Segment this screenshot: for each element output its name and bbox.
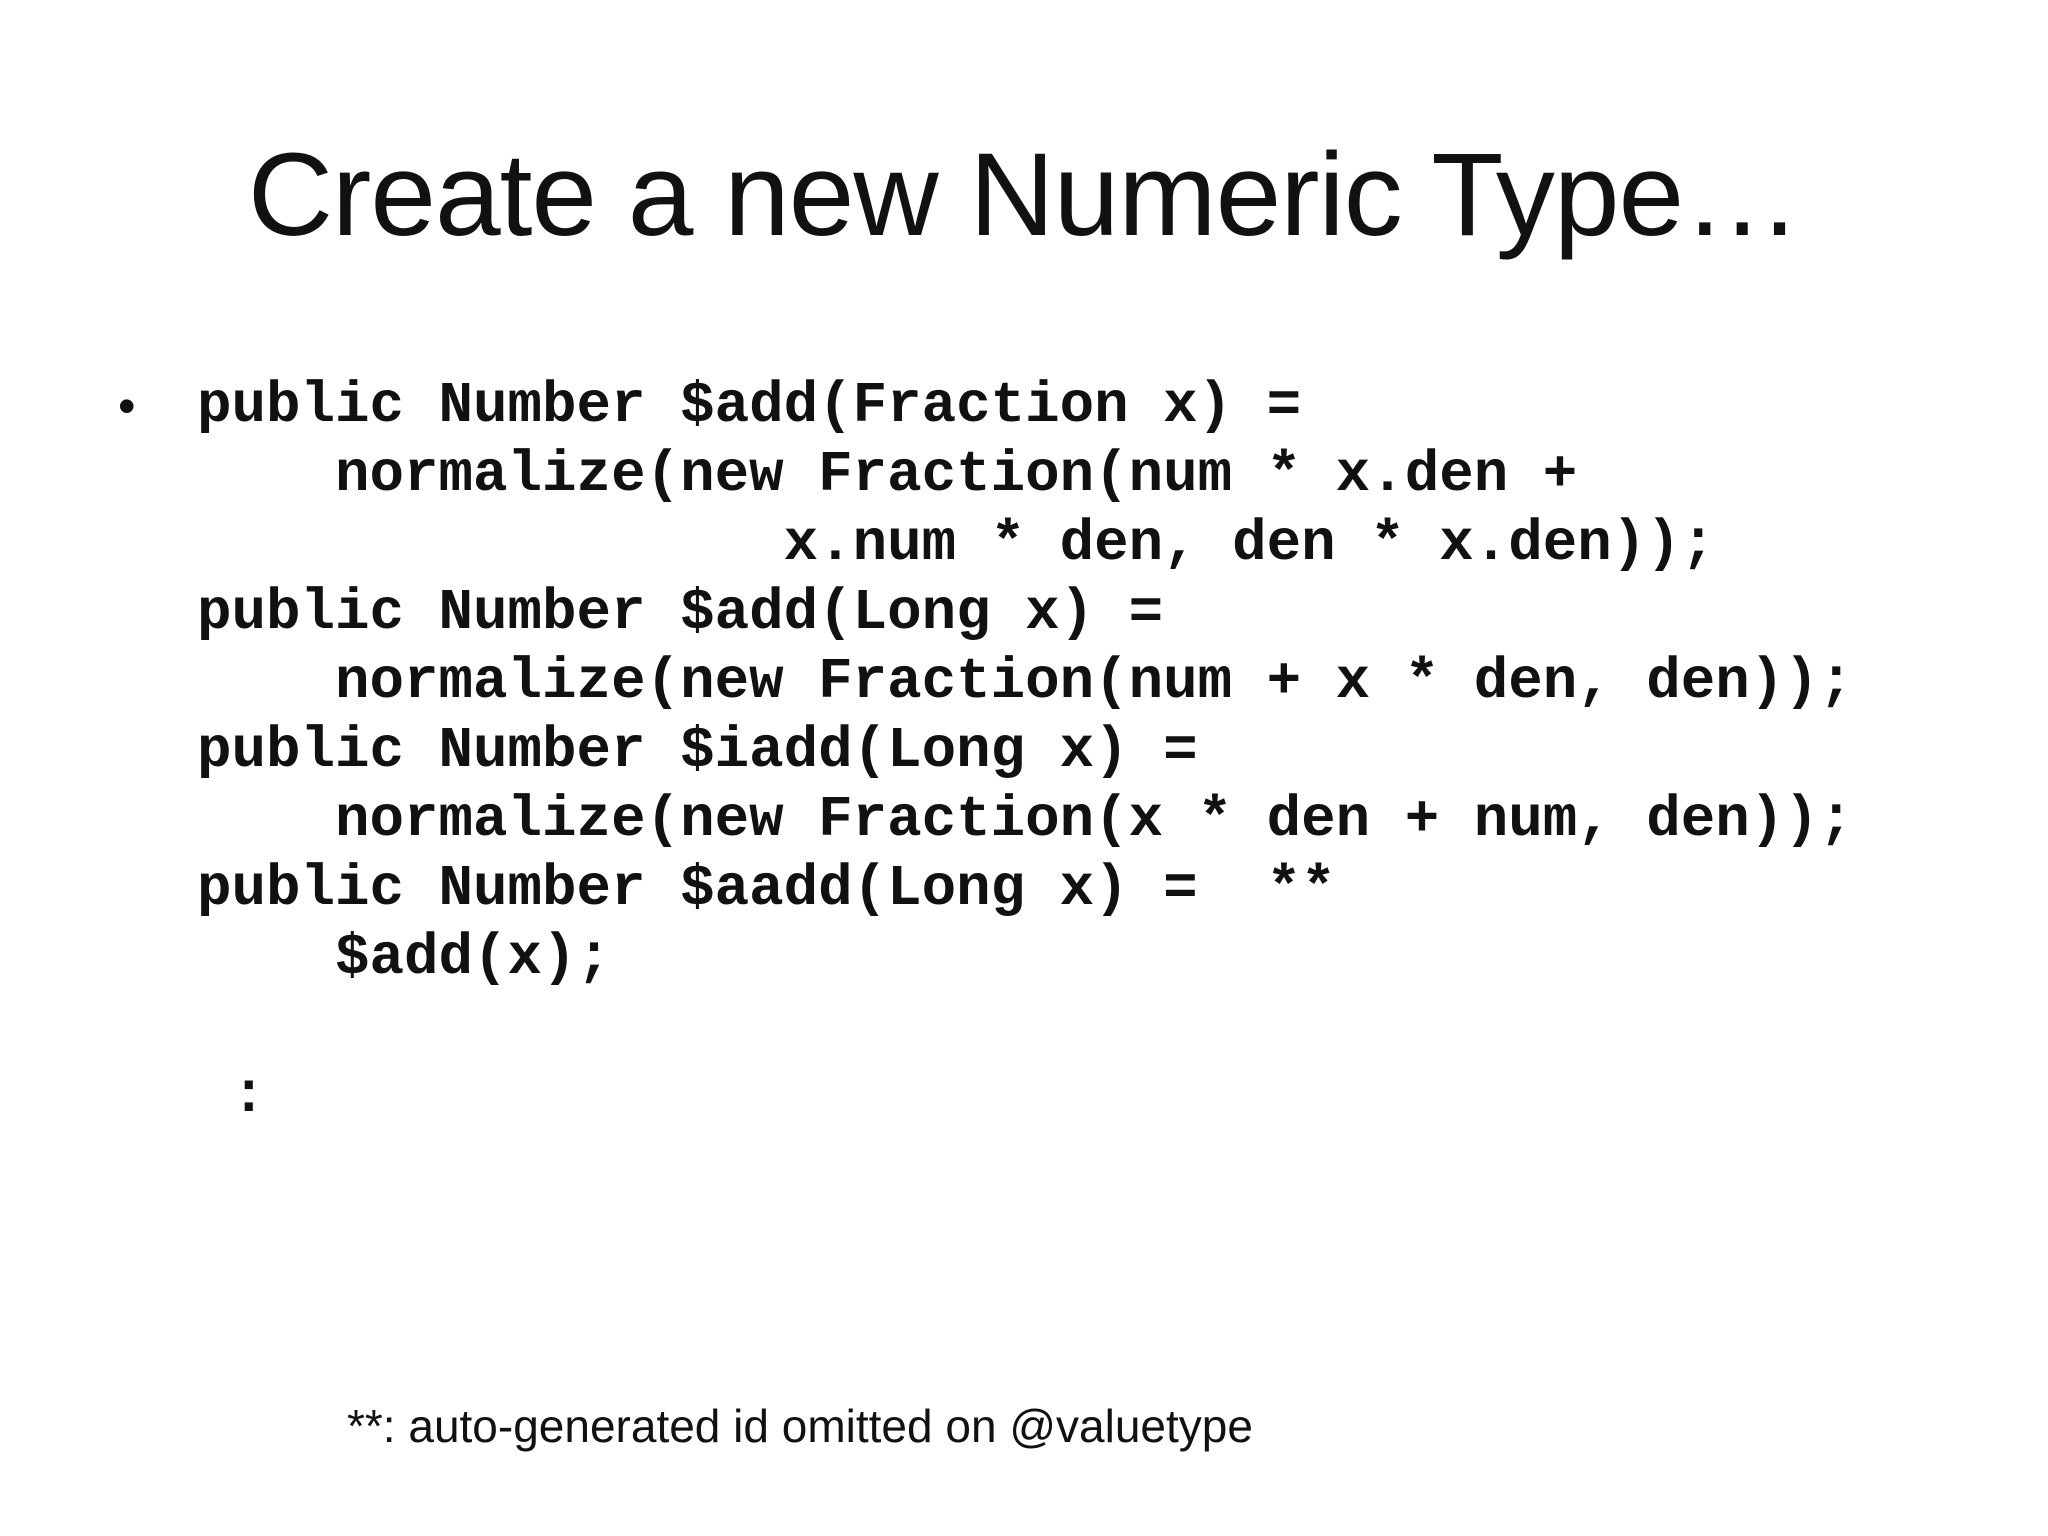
bullet-icon: • [118,378,136,434]
slide-title: Create a new Numeric Type… [247,129,1801,261]
code-line: normalize(new Fraction(num * x.den + [197,443,1578,508]
code-line: normalize(new Fraction(x * den + num, den)); [197,788,1854,853]
code-line: public Number $add(Long x) = [197,581,1164,646]
code-line: public Number $add(Fraction x) = [197,374,1302,439]
footnote: **: auto-generated id omitted on @valuetype [347,1400,1253,1452]
code-line: x.num * den, den * x.den)); [197,512,1716,577]
code-line: $add(x); [197,926,612,991]
code-line [197,993,1853,1062]
code-line: public Number $aadd(Long x) = ** [197,857,1336,922]
code-line: : [197,1064,267,1129]
code-block [197,372,1853,1131]
code-line: normalize(new Fraction(num + x * den, den)); [197,650,1854,715]
code-line: public Number $iadd(Long x) = [197,719,1198,784]
